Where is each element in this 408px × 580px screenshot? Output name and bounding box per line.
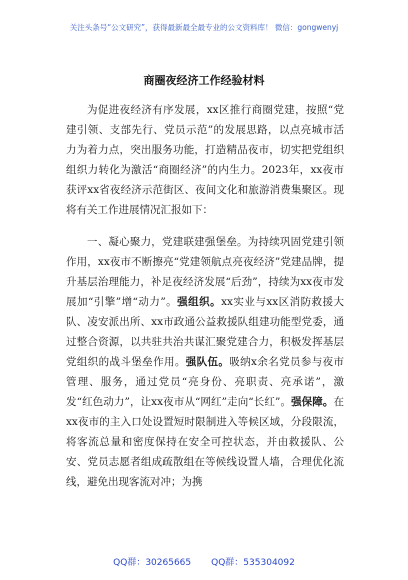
bold-heading-strong-organization: 强组织。: [177, 296, 222, 308]
bold-heading-strong-guarantee: 强保障。: [291, 396, 334, 408]
document-body: [66, 100, 344, 492]
paragraph-text: 一、凝心聚力，党建联建强堡垒。为持续巩固党建引领作用，xx夜市不断擦亮“党建领航点亮夜经济”党建品牌，提升基层治理能力，补足夜经济发展“后劲”，持续为xx夜市发展加“引擎”增“动力”。: [66, 236, 344, 308]
footer-qq-group-2: QQ群：535304092: [211, 558, 295, 568]
paragraph-section-one: [66, 232, 344, 492]
paragraph-intro: [66, 100, 344, 220]
paragraph-text: xx实业与xx区消防救援大队、凌安派出所、xx市政通公益救援队组建功能型党委，通过整合资源，以共驻共治共谋汇聚党建合力，积极发挥基层党组织的战斗堡垒作用。: [66, 296, 345, 368]
paragraph-text: 在xx夜市的主入口处设置短时限制进入等候区域，分段限流，将客流总量和密度保持在安全可控状态，并由救援队、公安、党员志愿者组成疏散组在等候线设置人墙，合理优化流线，避免出现客流对冲；为携: [66, 396, 344, 488]
paragraph-text: 为促进夜经济有序发展，xx区推行商圈党建，按照“党建引领、支部先行、党员示范”的发展思路，以点亮城市活力为着力点，突出服务功能，打造精品夜市，切实把党组织组织力转化为激活“商圈经济”的内生力。2023年，xx夜市获评xx省夜经济示范街区、夜间文化和旅游消费集聚区。现将有关工作进展情况汇报如下：: [66, 104, 344, 216]
footer-contacts: [0, 555, 408, 568]
paragraph-text: 吸纳x余名党员参与夜市管理、服务，通过党员“亮身份、亮职责、亮承诺”，激发“红色动力”，让xx夜市从“网红”走向“长红”。: [66, 356, 345, 408]
header-banner: 关注头条号“公文研究”，获得最新最全最专业的公文资料库！ 微信：gongwenyj: [69, 23, 339, 32]
bold-heading-strong-team: 强队伍。: [185, 356, 230, 368]
footer-qq-group-1: QQ群：30265665: [113, 558, 192, 568]
document-title: 商圈夜经济工作经验材料: [143, 74, 265, 87]
